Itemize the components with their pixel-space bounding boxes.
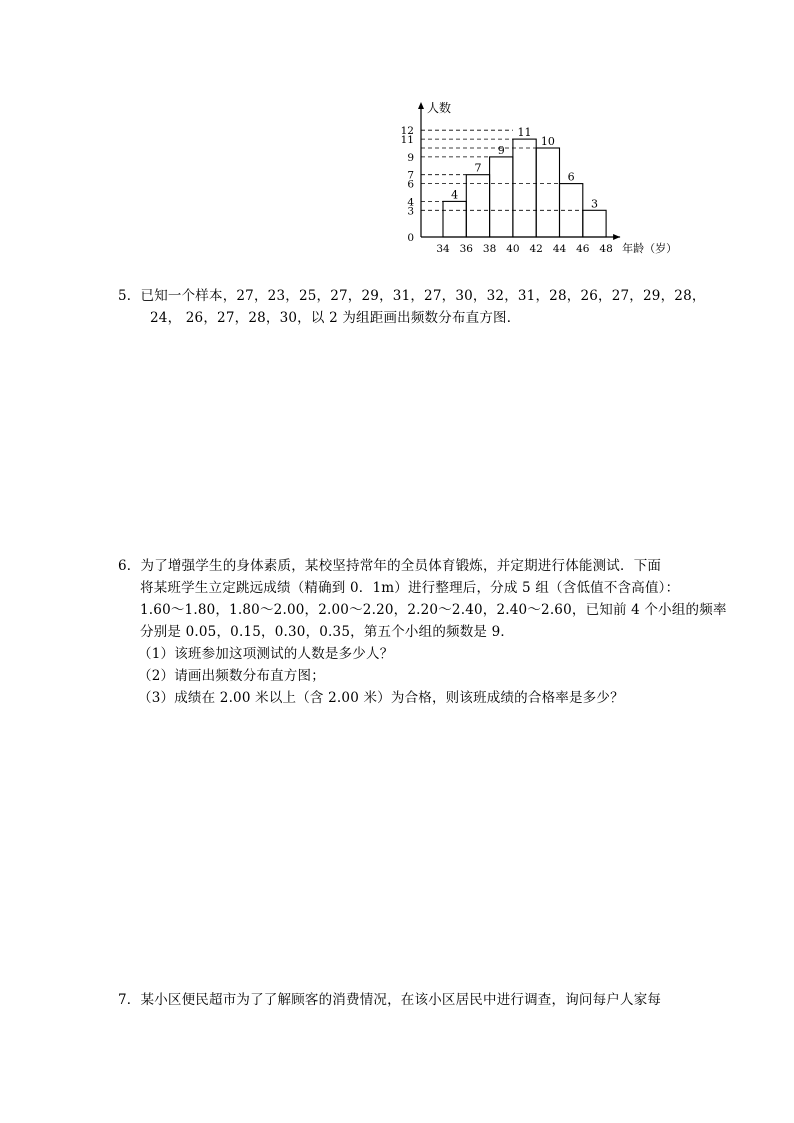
bar-value-label: 11 [517, 126, 532, 140]
y-tick-label: 6 [407, 178, 414, 191]
histogram-bar [490, 157, 513, 237]
bar-value-label: 9 [497, 143, 505, 157]
y-tick-label: 9 [407, 151, 414, 164]
question-7 [118, 989, 661, 1011]
x-tick-label: 46 [576, 243, 590, 255]
question-5-line-1: 5．已知一个样本，27，23，25，27，29，31，27，30，32，31，28，26，27，29，28， [118, 288, 706, 304]
question-5 [118, 285, 706, 329]
question-6 [118, 555, 727, 709]
histogram-bar [513, 139, 536, 237]
histogram-bar [443, 201, 466, 237]
question-7-line-1: 7．某小区便民超市为了了解顾客的消费情况，在该小区居民中进行调查，询问每户人家每 [118, 992, 662, 1008]
question-6-sub-3: （3）成绩在 2.00 米以上（含 2.00 米）为合格，则该班成绩的合格率是多少？ [138, 690, 624, 706]
bar-value-label: 6 [567, 170, 575, 184]
question-6-line-2: 将某班学生立定跳远成绩（精确到 0．1m）进行整理后，分成 5 组（含低值不含高值）： [140, 580, 680, 596]
y-axis-label: 人数 [427, 101, 452, 115]
question-6-line-1: 6．为了增强学生的身体素质，某校坚持常年的全员体育锻炼，并定期进行体能测试．下面 [118, 558, 662, 574]
x-tick-label: 38 [482, 243, 497, 255]
y-tick-label: 3 [407, 205, 414, 218]
histogram-bar [583, 210, 606, 237]
question-6-line-4: 分别是 0.05，0.15，0.30，0.35，第五个小组的频数是 9． [140, 624, 515, 640]
y-tick-label: 11 [400, 134, 414, 147]
y-tick-label: 4 [407, 196, 414, 209]
x-axis-arrow [613, 234, 620, 240]
x-axis-label: 年龄（岁） [622, 242, 678, 255]
bar-value-label: 4 [451, 188, 459, 202]
question-6-sub-1: （1）该班参加这项测试的人数是多少人？ [138, 646, 394, 662]
x-tick-label: 42 [529, 243, 543, 255]
histogram-svg [370, 96, 680, 266]
histogram-bar [466, 175, 489, 237]
x-tick-label: 40 [506, 243, 520, 255]
question-6-line-3: 1.60～1.80，1.80～2.00，2.00～2.20，2.20～2.40，2.40～2.60，已知前 4 个小组的频率 [140, 602, 727, 618]
bar-value-label: 10 [540, 135, 555, 148]
y-tick-label: 12 [400, 125, 414, 138]
bar-value-label: 3 [590, 197, 598, 211]
question-5-line-2: 24， 26，27，28，30，以 2 为组距画出频数分布直方图． [150, 310, 521, 326]
y-tick-label: 0 [407, 232, 414, 244]
x-tick-label: 34 [436, 243, 450, 255]
x-tick-label: 36 [459, 243, 473, 255]
bar-value-label: 7 [474, 161, 482, 175]
histogram-bar [536, 148, 559, 237]
x-tick-label: 44 [552, 243, 567, 255]
y-axis-arrow [418, 102, 424, 109]
x-tick-label: 48 [599, 243, 613, 255]
question-6-sub-2: （2）请画出频数分布直方图； [138, 668, 325, 684]
histogram-chart [370, 96, 680, 266]
y-tick-label: 7 [407, 169, 414, 182]
